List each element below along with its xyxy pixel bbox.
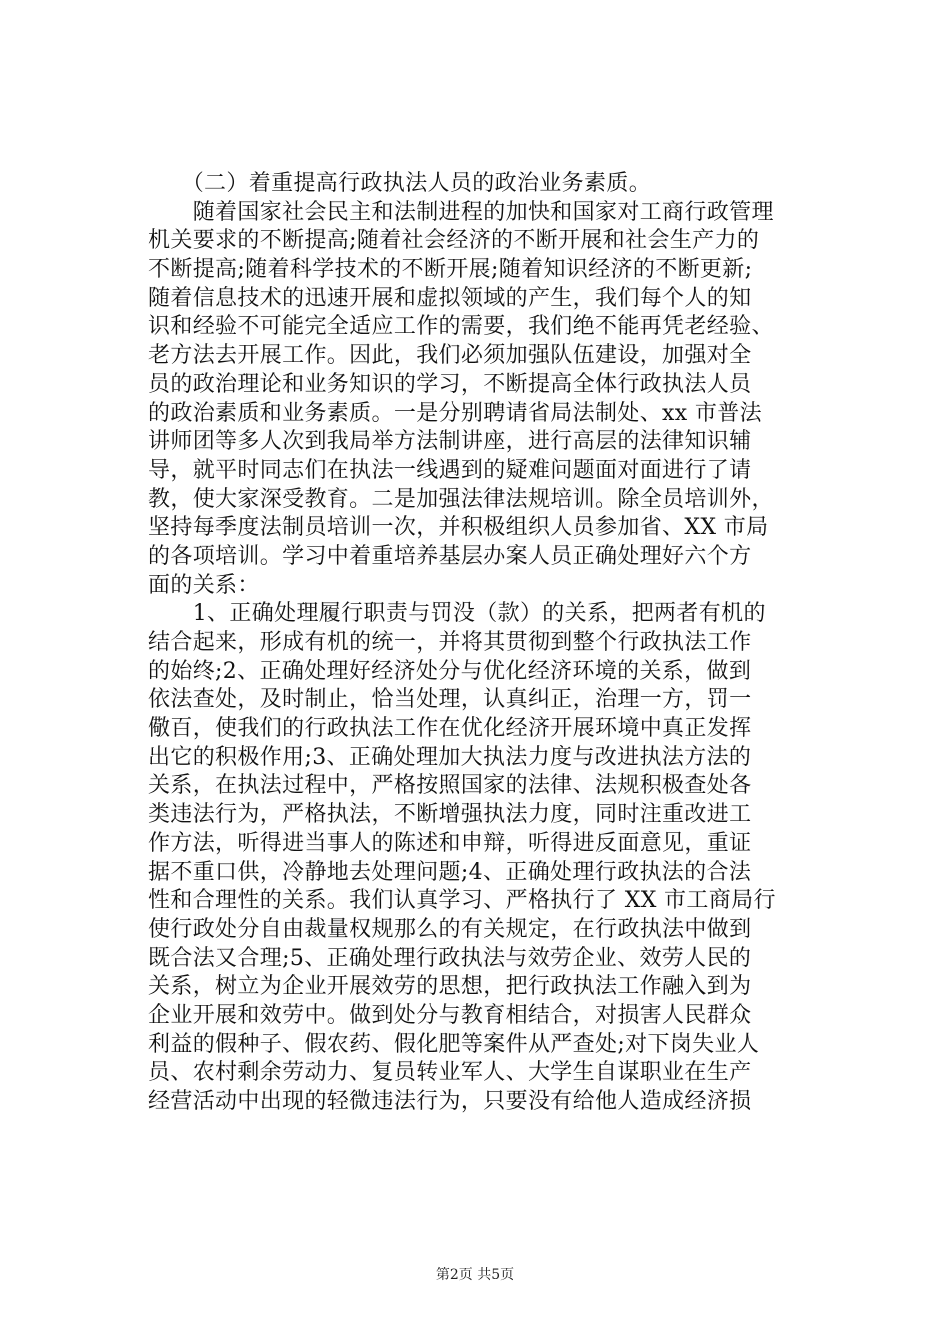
text-line: 随着信息技术的迅速开展和虚拟领域的产生，我们每个人的知 [148, 285, 752, 311]
text-line: 性和合理性的关系。我们认真学习、严格执行了 XX 市工商局行 [148, 888, 776, 914]
text-line: 既合法又合理;5、正确处理行政执法与效劳企业、效劳人民的 [148, 945, 752, 971]
text-line: 员、农村剩余劳动力、复员转业军人、大学生自谋职业在生产 [148, 1060, 752, 1086]
text-line: 企业开展和效劳中。做到处分与教育相结合，对损害人民群众 [148, 1002, 752, 1028]
text-line: 利益的假种子、假农药、假化肥等案件从严查处;对下岗失业人 [148, 1031, 760, 1057]
text-line: 的始终;2、正确处理好经济处分与优化经济环境的关系，做到 [148, 658, 752, 684]
text-line: 不断提高;随着科学技术的不断开展;随着知识经济的不断更新; [148, 257, 753, 283]
text-line: 关系，在执法过程中，严格按照国家的法律、法规积极查处各 [148, 773, 752, 799]
page-footer: 第2页 共5页 [435, 1267, 515, 1283]
text-line: 识和经验不可能完全适应工作的需要，我们绝不能再凭老经验、 [148, 314, 774, 340]
text-line: 类违法行为，严格执法，不断增强执法力度，同时注重改进工 [148, 802, 752, 828]
text-line: 作方法，听得进当事人的陈述和申辩，听得进反面意见，重证 [148, 830, 752, 856]
text-line: 的政治素质和业务素质。一是分别聘请省局法制处、xx 市普法 [148, 400, 762, 426]
text-line: 员的政治理论和业务知识的学习，不断提高全体行政执法人员 [148, 371, 752, 397]
text-line: 1、正确处理履行职责与罚没（款）的关系，把两者有机的 [148, 601, 766, 627]
text-line: 关系，树立为企业开展效劳的思想，把行政执法工作融入到为 [148, 974, 752, 1000]
text-line: 据不重口供，冷静地去处理问题;4、正确处理行政执法的合法 [148, 859, 752, 885]
text-line: 教，使大家深受教育。二是加强法律法规培训。除全员培训外， [148, 486, 774, 512]
text-line: 坚持每季度法制员培训一次，并积极组织人员参加省、XX 市局 [148, 515, 769, 541]
text-line: 依法查处，及时制止，恰当处理，认真纠正，治理一方，罚一 [148, 687, 752, 713]
text-line: 结合起来，形成有机的统一，并将其贯彻到整个行政执法工作 [148, 630, 752, 655]
text-line: 机关要求的不断提高;随着社会经济的不断开展和社会生产力的 [148, 228, 760, 254]
body-text [148, 170, 824, 1117]
text-line: 的各项培训。学习中着重培养基层办案人员正确处理好六个方 [148, 543, 752, 569]
text-line: 讲师团等多人次到我局举方法制讲座，进行高层的法律知识辅 [148, 429, 752, 455]
text-line: 随着国家社会民主和法制进程的加快和国家对工商行政管理 [148, 199, 774, 225]
text-line: 使行政处分自由裁量权规那么的有关规定，在行政执法中做到 [148, 916, 752, 942]
text-line: 老方法去开展工作。因此，我们必须加强队伍建设，加强对全 [148, 343, 752, 369]
text-line: 儆百，使我们的行政执法工作在优化经济开展环境中真正发挥 [148, 716, 752, 742]
text-line: 经营活动中出现的轻微违法行为，只要没有给他人造成经济损 [148, 1089, 752, 1114]
text-line: 出它的积极作用;3、正确处理加大执法力度与改进执法方法的 [148, 744, 752, 770]
text-line: 导，就平时同志们在执法一线遇到的疑难问题面对面进行了请 [148, 457, 752, 483]
text-line: 面的关系： [148, 572, 260, 598]
text-line: （二）着重提高行政执法人员的政治业务素质。 [148, 171, 652, 196]
